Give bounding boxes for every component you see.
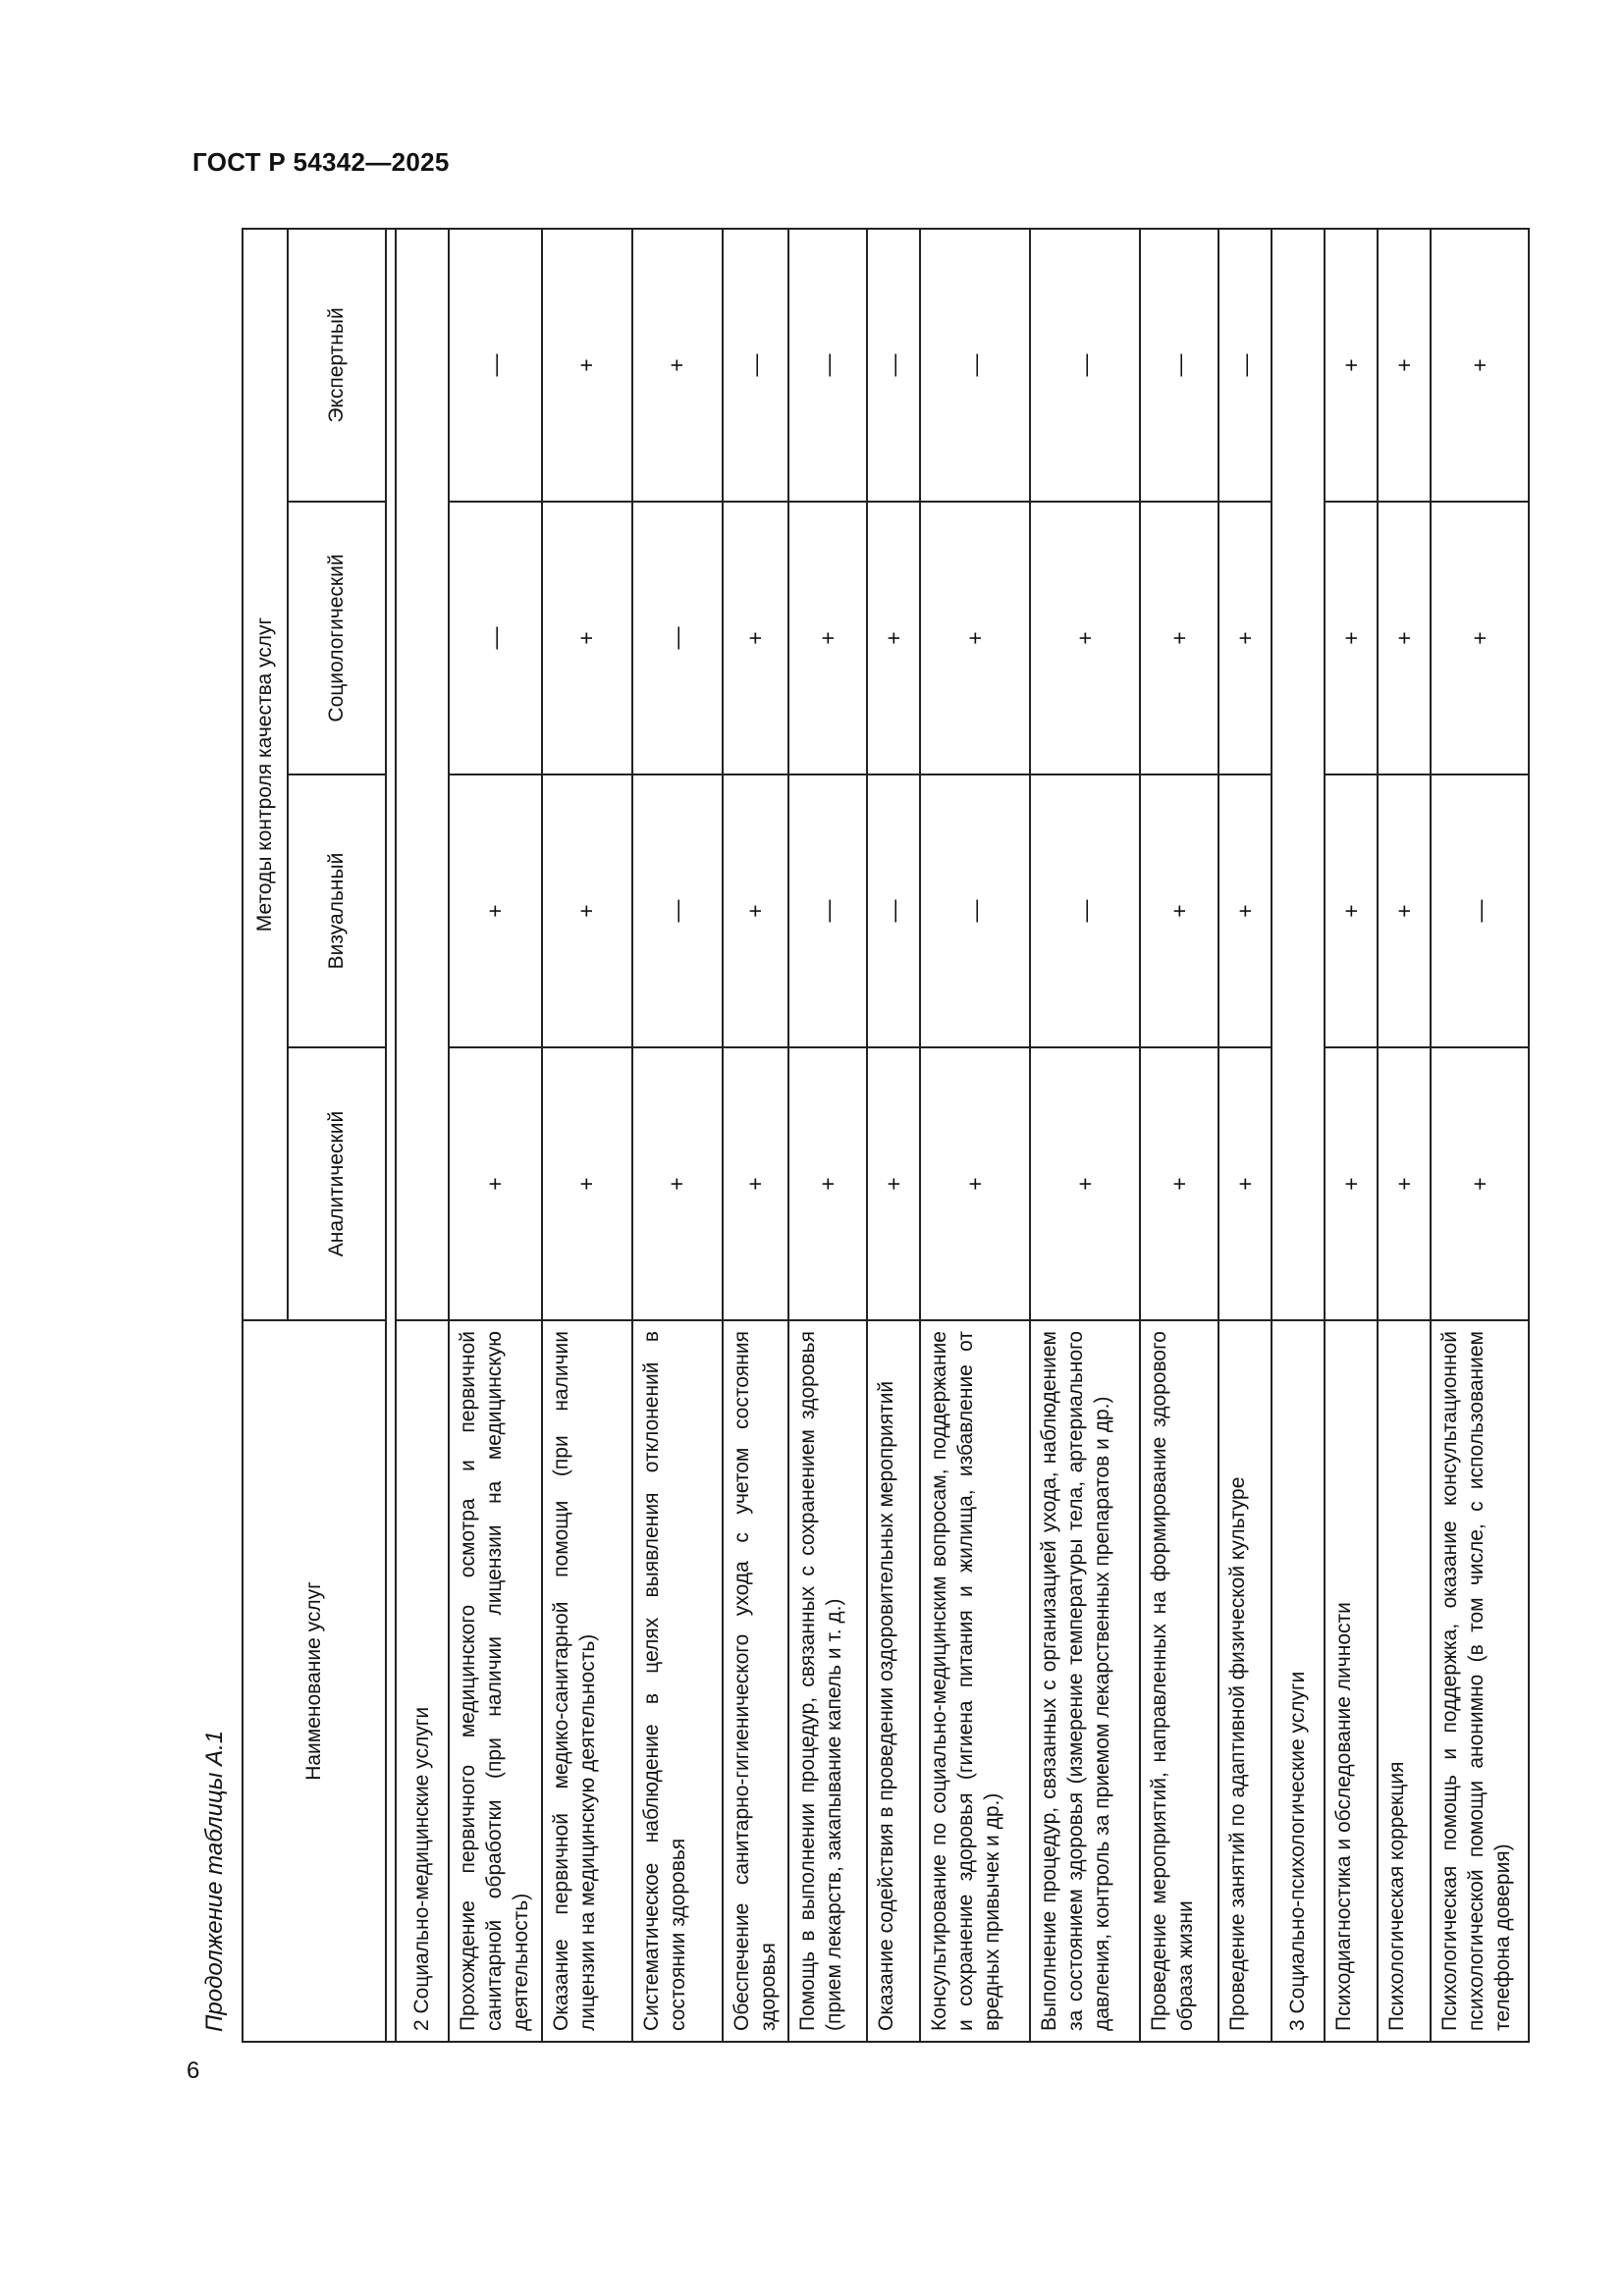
service-name: Консультирование по социально-медицинским вопросам, поддержание и сохранение здоровья (гигиена питания и жилища, избавление от вредных привычек и др.) — [920, 1320, 1030, 2042]
service-name: Проведение занятий по адаптивной физической культуре — [1218, 1320, 1272, 2042]
mark-sociological: + — [788, 502, 867, 774]
table-row — [920, 229, 1030, 2042]
mark-sociological: + — [1431, 502, 1529, 774]
mark-sociological: + — [920, 502, 1030, 774]
mark-analytical: + — [920, 1047, 1030, 1320]
mark-expert: + — [542, 229, 632, 502]
table-row — [449, 229, 542, 2042]
mark-visual: + — [1218, 774, 1272, 1047]
mark-analytical: + — [542, 1047, 632, 1320]
service-name: Систематическое наблюдение в целях выявления отклонений в состоянии здоровья — [632, 1320, 723, 2042]
mark-expert: — — [1030, 229, 1140, 502]
mark-visual: — — [1030, 774, 1140, 1047]
header-divider — [386, 229, 396, 2042]
table-row — [1218, 229, 1272, 2042]
mark-sociological: + — [1325, 502, 1378, 774]
mark-expert: — — [920, 229, 1030, 502]
mark-sociological: + — [723, 502, 789, 774]
mark-visual: + — [542, 774, 632, 1047]
mark-visual: + — [1325, 774, 1378, 1047]
table-row — [1030, 229, 1140, 2042]
table-row — [632, 229, 723, 2042]
header-methods: Методы контроля качества услуг — [243, 229, 288, 1320]
section-title: 3 Социально-психологические услуги — [1272, 1320, 1325, 2042]
service-name: Оказание первичной медико-санитарной помощи (при наличии лицензии на медицинскую деятельность) — [542, 1320, 632, 2042]
mark-expert: + — [1431, 229, 1529, 502]
section-row — [396, 229, 449, 2042]
mark-visual: + — [449, 774, 542, 1047]
header-service-name: Наименование услуг — [243, 1320, 386, 2042]
section-filler — [396, 229, 449, 1320]
page-number: 6 — [187, 2057, 200, 2084]
mark-analytical: + — [632, 1047, 723, 1320]
services-quality-control-table — [242, 228, 1530, 2043]
mark-analytical: + — [723, 1047, 789, 1320]
mark-analytical: + — [1218, 1047, 1272, 1320]
mark-visual: + — [723, 774, 789, 1047]
mark-sociological: + — [542, 502, 632, 774]
table-row — [1431, 229, 1529, 2042]
mark-analytical: + — [449, 1047, 542, 1320]
mark-expert: + — [1378, 229, 1431, 502]
mark-visual: + — [1140, 774, 1218, 1047]
mark-sociological: — — [632, 502, 723, 774]
mark-sociological: — — [449, 502, 542, 774]
header-method-analytical: Аналитический — [288, 1047, 386, 1320]
service-name: Прохождение первичного медицинского осмотра и первичной санитарной обработки (при наличии лицензии на медицинскую деятельность) — [449, 1320, 542, 2042]
section-row — [1272, 229, 1325, 2042]
table-row — [867, 229, 920, 2042]
mark-sociological: + — [1140, 502, 1218, 774]
mark-expert: — — [1218, 229, 1272, 502]
mark-expert: + — [632, 229, 723, 502]
mark-expert: + — [1325, 229, 1378, 502]
service-name: Психологическая коррекция — [1378, 1320, 1431, 2042]
service-name: Психологическая помощь и поддержка, оказание консультационной психологической помощи анонимно (в том числе, с использованием телефона доверия) — [1431, 1320, 1529, 2042]
table-row — [1325, 229, 1378, 2042]
header-method-sociological: Социологический — [288, 502, 386, 774]
table-row — [1378, 229, 1431, 2042]
mark-sociological: + — [1218, 502, 1272, 774]
mark-visual: — — [920, 774, 1030, 1047]
table-row — [1140, 229, 1218, 2042]
mark-analytical: + — [1378, 1047, 1431, 1320]
section-filler — [1272, 229, 1325, 1320]
mark-sociological: + — [1378, 502, 1431, 774]
service-name: Психодиагностика и обследование личности — [1325, 1320, 1378, 2042]
mark-analytical: + — [1431, 1047, 1529, 1320]
service-name: Выполнение процедур, связанных с организацией ухода, наблюдением за состоянием здоровья (измерение температуры тела, артериального давления, контроль за приемом лекарственных препаратов и др.) — [1030, 1320, 1140, 2042]
mark-analytical: + — [1325, 1047, 1378, 1320]
services-table-container — [242, 230, 1515, 2043]
mark-expert: — — [449, 229, 542, 502]
table-row — [723, 229, 789, 2042]
mark-visual: + — [1378, 774, 1431, 1047]
header-method-visual: Визуальный — [288, 774, 386, 1047]
mark-sociological: + — [1030, 502, 1140, 774]
mark-analytical: + — [788, 1047, 867, 1320]
mark-visual: — — [867, 774, 920, 1047]
document-code: ГОСТ Р 54342—2025 — [192, 147, 450, 177]
mark-expert: — — [723, 229, 789, 502]
mark-expert: — — [788, 229, 867, 502]
service-name: Проведение мероприятий, направленных на формирование здорового образа жизни — [1140, 1320, 1218, 2042]
table-row — [542, 229, 632, 2042]
mark-analytical: + — [1140, 1047, 1218, 1320]
section-title: 2 Социально-медицинские услуги — [396, 1320, 449, 2042]
table-continuation-title: Продолжение таблицы А.1 — [201, 1730, 228, 2032]
mark-expert: — — [1140, 229, 1218, 502]
header-method-expert: Экспертный — [288, 229, 386, 502]
table-row — [788, 229, 867, 2042]
service-name: Оказание содействия в проведении оздоровительных мероприятий — [867, 1320, 920, 2042]
service-name: Помощь в выполнении процедур, связанных с сохранением здоровья (прием лекарств, закапывание капель и т. д.) — [788, 1320, 867, 2042]
mark-visual: — — [788, 774, 867, 1047]
mark-visual: — — [632, 774, 723, 1047]
mark-visual: — — [1431, 774, 1529, 1047]
mark-expert: — — [867, 229, 920, 502]
mark-analytical: + — [867, 1047, 920, 1320]
mark-analytical: + — [1030, 1047, 1140, 1320]
service-name: Обеспечение санитарно-гигиенического ухода с учетом состояния здоровья — [723, 1320, 789, 2042]
mark-sociological: + — [867, 502, 920, 774]
